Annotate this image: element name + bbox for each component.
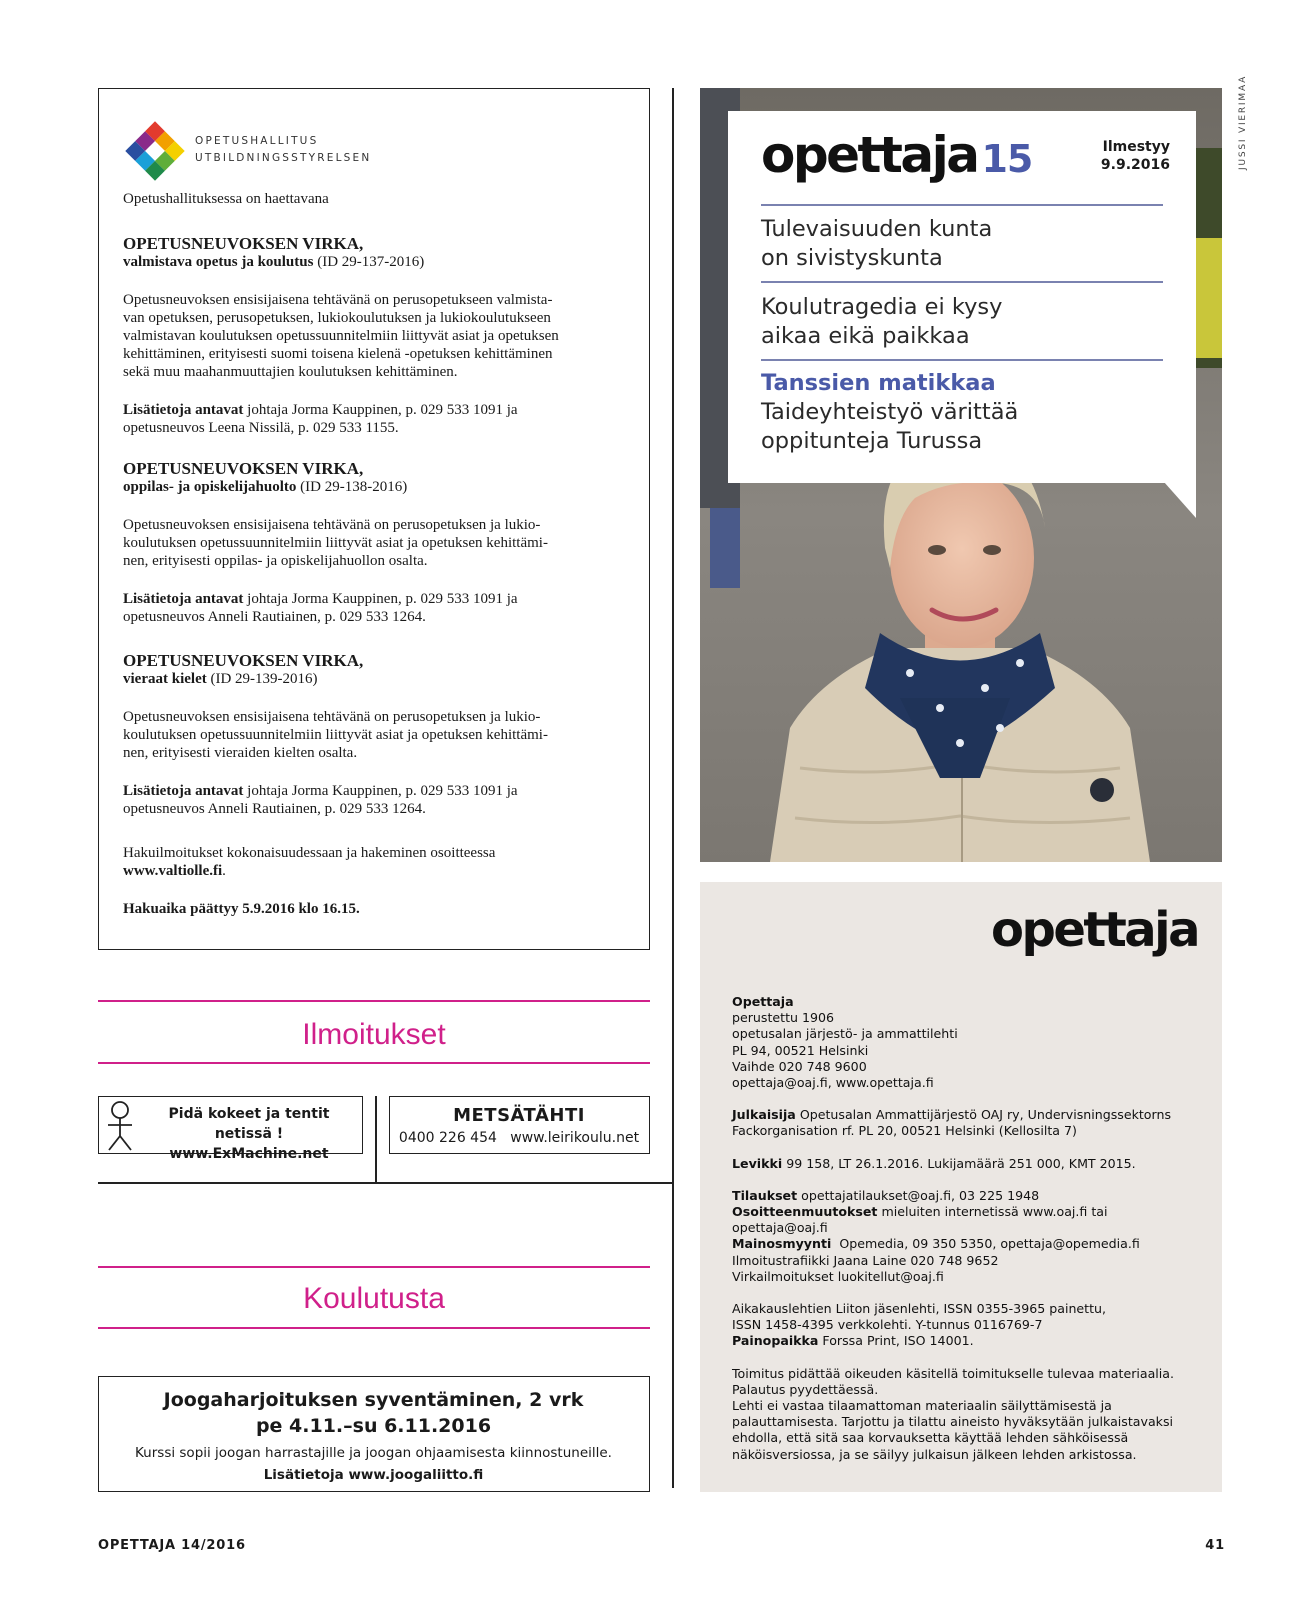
masthead-line: Vaihde 020 748 9600 xyxy=(732,1058,867,1074)
metsatahti-contact xyxy=(390,1130,648,1146)
teaser-rule xyxy=(761,359,1163,361)
masthead-logo: opettaja xyxy=(990,902,1198,958)
teaser-2 xyxy=(761,293,1171,351)
info-line: opetusneuvos Anneli Rautiainen, p. 029 533 1264. xyxy=(123,801,426,817)
info-line: johtaja Jorma Kauppinen, p. 029 533 1091 ja xyxy=(247,402,518,418)
info-line: opetusneuvos Anneli Rautiainen, p. 029 533 1264. xyxy=(123,609,426,625)
application-deadline: Hakuaika päättyy 5.9.2016 klo 16.15. xyxy=(123,901,360,917)
section-rule xyxy=(98,1062,650,1064)
teaser-rule xyxy=(761,204,1163,206)
teaser-title: Tanssien matikkaa xyxy=(761,370,996,396)
publisher-text: Opetusalan Ammattijärjestö OAJ ry, Undervisningssektorns xyxy=(799,1107,1172,1123)
masthead-name: Opettaja xyxy=(732,994,794,1009)
ad-intro: Opetushallituksessa on haettavana xyxy=(123,191,329,207)
position-subtitle: valmistava opetus ja koulutus xyxy=(123,254,314,270)
exmachine-text xyxy=(139,1104,359,1164)
section-rule xyxy=(98,1266,650,1268)
description-line: kehittäminen, erityisesti suomi toisena kielenä -opetuksen kehittäminen xyxy=(123,346,553,362)
position-title: OPETUSNEUVOKSEN VIRKA, xyxy=(123,234,364,253)
horizontal-divider xyxy=(98,1182,674,1184)
small-ad-divider xyxy=(375,1096,377,1182)
section-rule xyxy=(98,1000,650,1002)
orders-label: Tilaukset xyxy=(732,1187,798,1203)
traffic-text: Ilmoitustrafiikki Jaana Laine 020 748 9652 xyxy=(732,1252,999,1268)
closing-text: Hakuilmoitukset kokonaisuudessaan ja hakeminen osoitteessa xyxy=(123,845,496,861)
job-ad-box xyxy=(98,88,650,950)
info-label: Lisätietoja antavat xyxy=(123,402,244,418)
masthead-contact xyxy=(732,994,1212,1463)
masthead-line: PL 94, 00521 Helsinki xyxy=(732,1042,869,1058)
vacancies-text: Virkailmoitukset luokitellut@oaj.fi xyxy=(732,1268,944,1284)
logo-line-2: UTBILDNINGSSTYRELSEN xyxy=(195,152,372,164)
masthead-box xyxy=(700,882,1222,1492)
teaser-line: Tulevaisuuden kunta xyxy=(761,216,993,242)
section-title-ilmoitukset: Ilmoitukset xyxy=(302,1018,446,1051)
ads-label: Mainosmyynti xyxy=(732,1236,832,1252)
rights-line: ehdolla, että sitä saa korvauksetta käyttää lehden sähköisessä xyxy=(732,1430,1129,1446)
photo-credit: JUSSI VIERIMAA xyxy=(1238,74,1248,170)
member-text: ISSN 1458-4395 verkkolehti. Y-tunnus 0116769-7 xyxy=(732,1317,1043,1333)
address-label: Osoitteenmuutokset xyxy=(732,1204,878,1220)
teaser-line: on sivistyskunta xyxy=(761,245,943,271)
description-line: nen, erityisesti vieraiden kielten osalta. xyxy=(123,745,358,761)
metsatahti-ad[interactable] xyxy=(389,1096,650,1154)
rights-line: näköisversiossa, ja se säilyy julkaisun jälkeen lehden arkistossa. xyxy=(732,1446,1137,1462)
exmachine-ad[interactable] xyxy=(98,1096,363,1162)
jooga-title xyxy=(99,1387,648,1439)
description-line: Opetusneuvoksen ensisijaisena tehtävänä on perusopetukseen valmista- xyxy=(123,292,553,308)
info-line: opetusneuvos Leena Nissilä, p. 029 533 1155. xyxy=(123,420,399,436)
masthead-line: perustettu 1906 xyxy=(732,1010,835,1026)
metsatahti-url[interactable]: www.leirikoulu.net xyxy=(510,1130,640,1146)
description-line: koulutuksen opetussuunnitelmiin liittyvät asiat ja opetuksen kehittämi- xyxy=(123,535,548,551)
jooga-description: Kurssi sopii joogan harrastajille ja joogan ohjaamisesta kiinnostuneille. xyxy=(135,1445,612,1461)
description-line: valmistavan koulutuksen opetussuunnitelmiin liittyvät asiat ja opetuksen xyxy=(123,328,559,344)
jooga-dates: pe 4.11.–su 6.11.2016 xyxy=(255,1415,492,1437)
teaser-3 xyxy=(761,369,1171,456)
rights-line: Palautus pyydettäessä. xyxy=(732,1381,879,1397)
orders-text: opettajatilaukset@oaj.fi, 03 225 1948 xyxy=(801,1187,1040,1203)
jooga-info-link[interactable]: Lisätietoja www.joogaliitto.fi xyxy=(263,1467,484,1483)
release-info xyxy=(1068,138,1170,174)
info-label: Lisätietoja antavat xyxy=(123,591,244,607)
stick-figure-icon xyxy=(105,1100,135,1152)
description-line: Opetusneuvoksen ensisijaisena tehtävänä on perusopetuksen ja lukio- xyxy=(123,709,541,725)
exmachine-url[interactable]: www.ExMachine.net xyxy=(169,1146,329,1162)
address-text: opettaja@oaj.fi xyxy=(732,1220,828,1236)
description-line: Opetusneuvoksen ensisijaisena tehtävänä on perusopetuksen ja lukio- xyxy=(123,517,541,533)
print-text: Forssa Print, ISO 14001. xyxy=(822,1333,974,1349)
metsatahti-title: METSÄTÄHTI xyxy=(453,1105,585,1126)
teaser-1 xyxy=(761,215,1171,273)
description-line: koulutuksen opetussuunnitelmiin liittyvät asiat ja opetuksen kehittämi- xyxy=(123,727,548,743)
jooga-ad[interactable] xyxy=(98,1376,650,1492)
masthead-line: opetusalan järjestö- ja ammattilehti xyxy=(732,1026,958,1042)
diamond-logo-icon xyxy=(123,119,187,183)
info-line: johtaja Jorma Kauppinen, p. 029 533 1091 ja xyxy=(247,783,518,799)
position-subtitle: vieraat kielet xyxy=(123,671,207,687)
teaser-line: Koulutragedia ei kysy xyxy=(761,294,1003,320)
position-id: (ID 29-137-2016) xyxy=(317,254,425,270)
position-subtitle: oppilas- ja opiskelijahuolto xyxy=(123,479,297,495)
column-divider xyxy=(672,88,674,1488)
cover-teaser-box xyxy=(728,111,1196,483)
section-rule xyxy=(98,1327,650,1329)
cover-brand-name: opettaja xyxy=(761,126,978,184)
position-title: OPETUSNEUVOKSEN VIRKA, xyxy=(123,459,364,478)
metsatahti-phone: 0400 226 454 xyxy=(398,1130,497,1146)
opetushallitus-logo xyxy=(123,119,372,188)
valtiolle-link[interactable]: www.valtiolle.fi xyxy=(123,863,223,879)
rights-line: Toimitus pidättää oikeuden käsitellä toimitukselle tulevaa materiaalia. xyxy=(732,1365,1175,1381)
rights-line: palauttamisesta. Tarjottu ja tilattu aineisto hyväksytään julkaistavaksi xyxy=(732,1414,1174,1430)
page-number: 41 xyxy=(1205,1538,1225,1553)
cover-issue-number: 15 xyxy=(981,137,1033,181)
description-line: nen, erityisesti oppilas- ja opiskelijahuollon osalta. xyxy=(123,553,428,569)
cover-brand xyxy=(761,125,1032,189)
release-date: 9.9.2016 xyxy=(1100,157,1170,173)
masthead-line: opettaja@oaj.fi, www.opettaja.fi xyxy=(732,1075,934,1091)
description-line: van opetuksen, perusopetuksen, lukiokoulutuksen ja lukiokoulutukseen xyxy=(123,310,551,326)
rights-line: Lehti ei vastaa tilaamattoman materiaalin säilyttämisestä ja xyxy=(732,1398,1112,1414)
teaser-rule xyxy=(761,281,1163,283)
logo-line-1: OPETUSHALLITUS xyxy=(195,135,319,147)
jooga-title-line: Joogaharjoituksen syventäminen, 2 vrk xyxy=(163,1389,584,1411)
teaser-line: oppitunteja Turussa xyxy=(761,428,983,454)
teaser-line: Taideyhteistyö värittää xyxy=(761,399,1019,425)
ad-closing: Hakuilmoitukset kokonaisuudessaan ja hakeminen osoitteessa www.valtiolle.fi. Hakuaika päättyy 5.9.2016 klo 16.15. xyxy=(123,844,633,918)
member-text: Aikakauslehtien Liiton jäsenlehti, ISSN 0355-3965 painettu, xyxy=(732,1301,1107,1317)
circulation-label: Levikki xyxy=(732,1155,783,1171)
position-title: OPETUSNEUVOKSEN VIRKA, xyxy=(123,651,364,670)
exmachine-slogan: Pidä kokeet ja tentit netissä ! xyxy=(168,1106,330,1142)
info-line: johtaja Jorma Kauppinen, p. 029 533 1091 ja xyxy=(247,591,518,607)
address-text: mieluiten internetissä www.oaj.fi tai xyxy=(881,1204,1108,1220)
position-3 xyxy=(123,652,633,818)
publisher-text: Fackorganisation rf. PL 20, 00521 Helsinki (Kellosilta 7) xyxy=(732,1123,1077,1139)
footer-publication: OPETTAJA 14/2016 xyxy=(98,1538,246,1553)
info-label: Lisätietoja antavat xyxy=(123,783,244,799)
speech-bubble-tail-icon xyxy=(1164,482,1198,520)
position-1 xyxy=(123,235,633,437)
release-label: Ilmestyy xyxy=(1102,139,1170,155)
publisher-label: Julkaisija xyxy=(732,1107,796,1123)
description-line: sekä muu maahanmuuttajien koulutuksen kehittäminen. xyxy=(123,364,458,380)
position-id: (ID 29-139-2016) xyxy=(210,671,318,687)
section-title-koulutusta: Koulutusta xyxy=(303,1282,445,1315)
position-id: (ID 29-138-2016) xyxy=(300,479,408,495)
print-label: Painopaikka xyxy=(732,1333,819,1349)
circulation-text: 99 158, LT 26.1.2016. Lukijamäärä 251 000, KMT 2015. xyxy=(786,1155,1136,1171)
ads-text: Opemedia, 09 350 5350, opettaja@opemedia.fi xyxy=(839,1236,1140,1252)
position-2 xyxy=(123,460,633,626)
teaser-line: aikaa eikä paikkaa xyxy=(761,323,970,349)
